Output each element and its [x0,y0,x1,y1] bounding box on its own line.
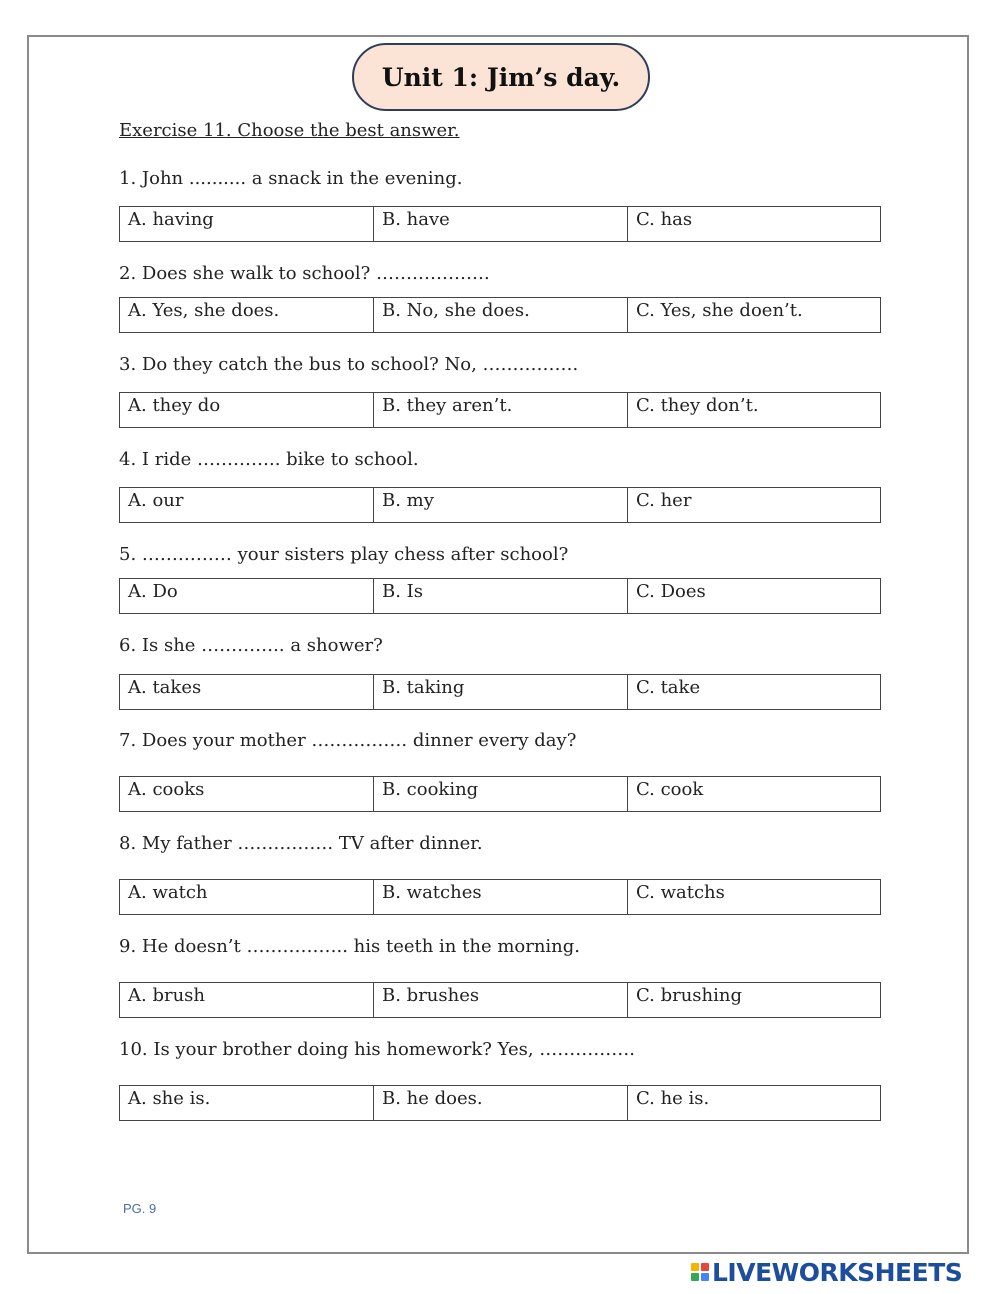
option-a[interactable]: A. she is. [120,1086,374,1121]
option-b[interactable]: B. watches [374,880,628,915]
option-c[interactable]: C. they don’t. [628,393,881,428]
question-8: 8. My father ……………. TV after dinner. [119,833,483,854]
option-c[interactable]: C. Yes, she doen’t. [628,298,881,333]
option-a[interactable]: A. watch [120,880,374,915]
logo-square-yellow [691,1263,699,1271]
option-c[interactable]: C. cook [628,777,881,812]
question-10: 10. Is your brother doing his homework? Yes, ……………. [119,1039,636,1060]
option-a[interactable]: A. Do [120,579,374,614]
question-5: 5. …………… your sisters play chess after school? [119,544,569,565]
answer-options-5 [119,578,881,614]
option-b[interactable]: B. my [374,488,628,523]
option-a[interactable]: A. takes [120,675,374,710]
option-b[interactable]: B. he does. [374,1086,628,1121]
answer-options-8 [119,879,881,915]
answer-options-1 [119,206,881,242]
logo-square-green [691,1273,699,1281]
option-b[interactable]: B. they aren’t. [374,393,628,428]
answer-options-9 [119,982,881,1018]
question-9: 9. He doesn’t …………….. his teeth in the morning. [119,936,581,957]
question-6: 6. Is she ………….. a shower? [119,635,383,656]
option-b[interactable]: B. No, she does. [374,298,628,333]
answer-options-10 [119,1085,881,1121]
question-7: 7. Does your mother ……………. dinner every day? [119,730,577,751]
option-c[interactable]: C. take [628,675,881,710]
option-a[interactable]: A. brush [120,983,374,1018]
liveworksheets-brand[interactable] [691,1256,962,1288]
option-c[interactable]: C. he is. [628,1086,881,1121]
option-a[interactable]: A. Yes, she does. [120,298,374,333]
option-c[interactable]: C. her [628,488,881,523]
option-c[interactable]: C. has [628,207,881,242]
question-3: 3. Do they catch the bus to school? No, ……………. [119,354,579,375]
question-4: 4. I ride ………….. bike to school. [119,449,419,470]
liveworksheets-logo-icon [691,1263,709,1281]
answer-options-2 [119,297,881,333]
option-c[interactable]: C. Does [628,579,881,614]
option-b[interactable]: B. brushes [374,983,628,1018]
option-a[interactable]: A. they do [120,393,374,428]
option-b[interactable]: B. have [374,207,628,242]
exercise-instruction: Exercise 11. Choose the best answer. [119,120,460,141]
answer-options-7 [119,776,881,812]
option-b[interactable]: B. cooking [374,777,628,812]
logo-square-blue [701,1273,709,1281]
option-c[interactable]: C. brushing [628,983,881,1018]
page-title: Unit 1: Jim’s day. [352,43,650,111]
page-number: PG. 9 [123,1201,157,1216]
option-a[interactable]: A. having [120,207,374,242]
option-a[interactable]: A. our [120,488,374,523]
option-c[interactable]: C. watchs [628,880,881,915]
option-b[interactable]: B. Is [374,579,628,614]
option-a[interactable]: A. cooks [120,777,374,812]
answer-options-6 [119,674,881,710]
question-1: 1. John .......... a snack in the evening. [119,168,463,189]
brand-name: LIVEWORKSHEETS [712,1257,963,1287]
option-b[interactable]: B. taking [374,675,628,710]
question-2: 2. Does she walk to school? ………………. [119,263,490,284]
answer-options-3 [119,392,881,428]
logo-square-red [701,1263,709,1271]
answer-options-4 [119,487,881,523]
